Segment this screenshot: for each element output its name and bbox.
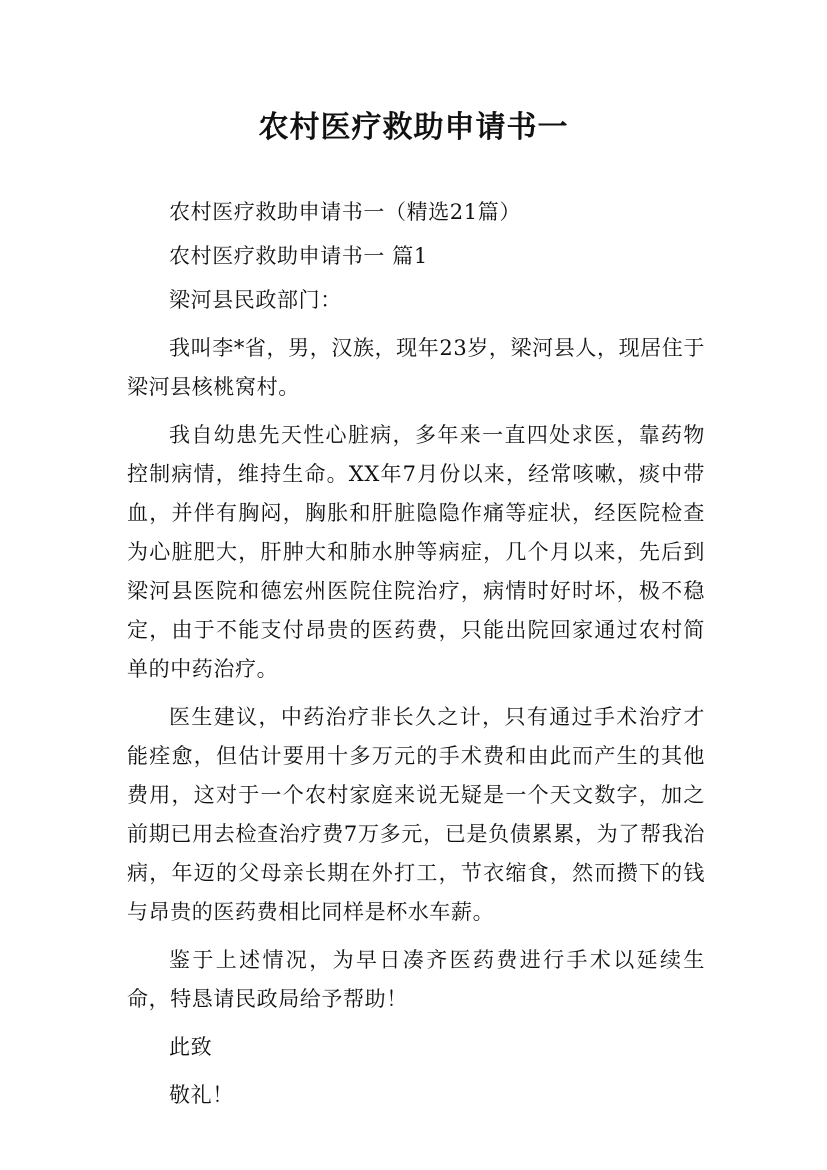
document-body (127, 193, 705, 1115)
section-heading: 农村医疗救助申请书一 篇1 (169, 244, 428, 268)
document-subtitle: 农村医疗救助申请书一（精选21篇） (169, 200, 521, 224)
paragraph-treatment-cost: 医生建议，中药治疗非长久之计，只有通过手术治疗才能痊愈，但估计要用十多万元的手术费和由此而产生的其他费用，这对于一个农村家庭来说无疑是一个天文数字，加之前期已用去检查治疗费7万多元，已是负债累累，为了帮我治病，年迈的父母亲长期在外打工，节衣缩食，然而攒下的钱与昂贵的医药费相比同样是杯水车薪。 (127, 705, 705, 924)
paragraph-introduction: 我叫李*省，男，汉族，现年23岁，梁河县人，现居住于梁河县核桃窝村。 (127, 336, 705, 399)
paragraph-request: 鉴于上述情况，为早日凑齐医药费进行手术以延续生命，特恳请民政局给予帮助！ (127, 948, 705, 1011)
closing-respect: 敬礼！ (169, 1083, 234, 1107)
closing-salutation: 此致 (169, 1035, 213, 1059)
recipient-line: 梁河县民政部门： (169, 288, 342, 312)
paragraph-illness: 我自幼患先天性心脏病，多年来一直四处求医，靠药物控制病情，维持生命。XX年7月份以来，经常咳嗽，痰中带血，并伴有胸闷，胸胀和肝脏隐隐作痛等症状，经医院检查为心脏肥大，肝肿大和肺水肿等病症，几个月以来，先后到梁河县医院和德宏州医院住院治疗，病情时好时坏，极不稳定，由于不能支付昂贵的医药费，只能出院回家通过农村简单的中药治疗。 (127, 423, 705, 681)
document-title: 农村医疗救助申请书一 (258, 110, 569, 145)
